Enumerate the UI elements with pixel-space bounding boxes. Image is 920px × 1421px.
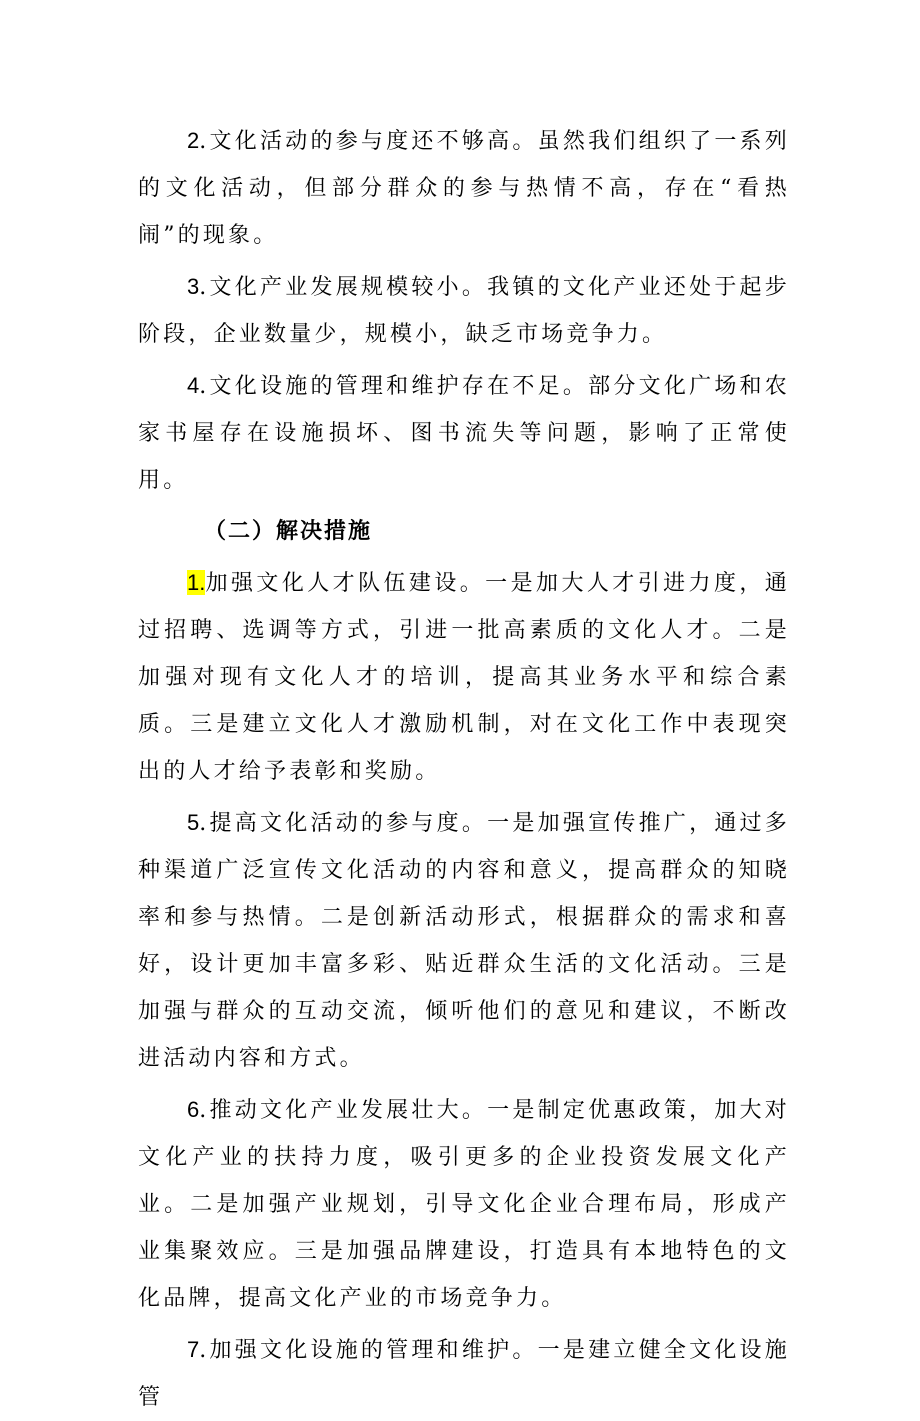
paragraph-number: 5 bbox=[187, 810, 200, 835]
paragraph-measure-5 bbox=[138, 799, 790, 1082]
paragraph-number: 2 bbox=[187, 128, 200, 153]
paragraph-issue-3 bbox=[138, 263, 790, 358]
paragraph-text: 加强文化人才队伍建设。一是加大人才引进力度，通过招聘、选调等方式，引进一批高素质的文化人才。二是加强对现有文化人才的培训，提高其业务水平和综合素质。三是建立文化人才激励机制，对在文化工作中表现突出的人才给予表彰和奖励。 bbox=[138, 571, 790, 784]
paragraph-number: 7 bbox=[187, 1337, 200, 1362]
paragraph-text: .文化活动的参与度还不够高。虽然我们组织了一系列的文化活动，但部分群众的参与热情不高，存在“看热闹”的现象。 bbox=[138, 129, 790, 248]
highlighted-number: 1. bbox=[187, 570, 206, 595]
paragraph-number: 4 bbox=[187, 373, 200, 398]
paragraph-issue-2 bbox=[138, 117, 790, 259]
paragraph-text: .提高文化活动的参与度。一是加强宣传推广，通过多种渠道广泛宣传文化活动的内容和意义，提高群众的知晓率和参与热情。二是创新活动形式，根据群众的需求和喜好，设计更加丰富多彩、贴近群众生活的文化活动。三是加强与群众的互动交流，倾听他们的意见和建议，不断改进活动内容和方式。 bbox=[138, 811, 790, 1071]
paragraph-text: .文化设施的管理和维护存在不足。部分文化广场和农家书屋存在设施损坏、图书流失等问题，影响了正常使用。 bbox=[138, 374, 790, 493]
section-heading: （二）解决措施 bbox=[204, 519, 373, 544]
paragraph-measure-6 bbox=[138, 1086, 790, 1322]
paragraph-issue-4 bbox=[138, 362, 790, 504]
paragraph-text: .加强文化设施的管理和维护。一是建立健全文化设施管 bbox=[138, 1338, 790, 1410]
paragraph-measure-1 bbox=[138, 559, 790, 795]
paragraph-number: 6 bbox=[187, 1097, 200, 1122]
paragraph-measure-7 bbox=[138, 1326, 790, 1421]
paragraph-text: .推动文化产业发展壮大。一是制定优惠政策，加大对文化产业的扶持力度，吸引更多的企业投资发展文化产业。二是加强产业规划，引导文化企业合理布局，形成产业集聚效应。三是加强品牌建设，打造具有本地特色的文化品牌，提高文化产业的市场竞争力。 bbox=[138, 1098, 790, 1311]
paragraph-text: .文化产业发展规模较小。我镇的文化产业还处于起步阶段，企业数量少，规模小，缺乏市场竞争力。 bbox=[138, 275, 790, 347]
document-body bbox=[138, 117, 790, 1421]
paragraph-number: 3 bbox=[187, 274, 200, 299]
